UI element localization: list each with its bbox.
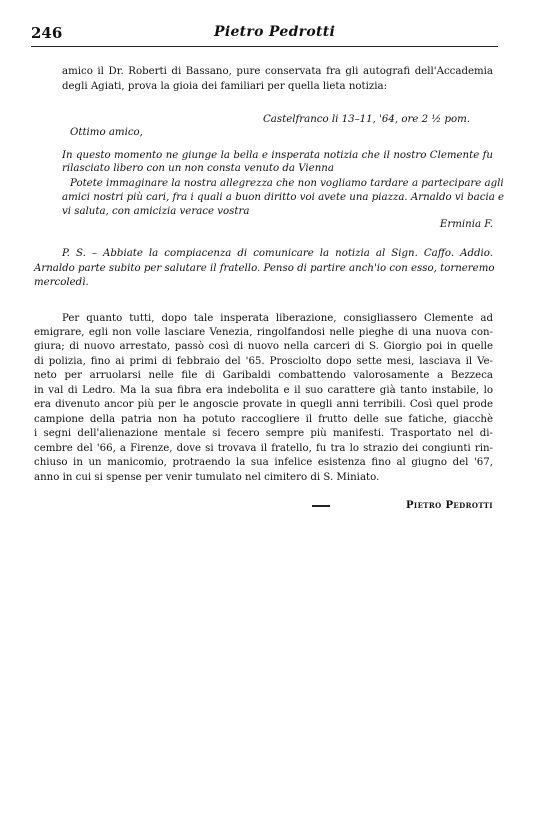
letter-body-line: vi saluta, con amicizia verace vostra (62, 206, 250, 217)
paragraph-line: era divenuto ancor più per le angoscie provate in quegli anni terribili. Così quel prode (34, 399, 493, 410)
paragraph-line: cembre del '66, a Firenze, dove si trovava il fratello, fu tra lo strazio dei congiunti rin- (34, 443, 493, 454)
letter-body-line: Potete immaginare la nostra allegrezza che non vogliamo tardare a partecipare agli (70, 178, 504, 189)
paragraph-line: chiuso in un manicomio, protraendo la sua infelice esistenza fino al giugno del '67, (34, 457, 493, 468)
page-number: 246 (31, 24, 63, 42)
paragraph-line: in val di Ledro. Ma la sua fibra era indebolita e il suo carattere già tanto instabile, lo (34, 385, 493, 396)
intro-line: amico il Dr. Roberti di Bassano, pure conservata fra gli autografi dell'Accademia (62, 66, 493, 77)
paragraph-line: Per quanto tutti, dopo tale insperata liberazione, consigliassero Clemente ad (62, 313, 493, 324)
postscript-line: P. S. – Abbiate la compiacenza di comunicare la notizia al Sign. Caffo. Addio. (62, 248, 493, 259)
page-header (31, 24, 498, 47)
letter-salutation: Ottimo amico, (70, 127, 143, 138)
letter-signature: Erminia F. (439, 219, 493, 230)
paragraph-line: giura; di nuovo arrestato, passò così di nuovo nella carceri di S. Giorgio poi in quelle (34, 341, 493, 352)
letter-body-line: rilasciato libero con un non consta venuto da Vienna (62, 163, 334, 174)
paragraph-line: di polizia, fino ai primi di febbraio del '65. Prosciolto dopo sette mesi, lasciava il Ve- (34, 356, 493, 367)
running-title: Pietro Pedrotti (214, 24, 336, 40)
paragraph-line: emigrare, egli non volle lasciare Venezia, ringolfandosi nelle pieghe di una nuova con- (34, 327, 493, 338)
postscript-line: Arnaldo parte subito per salutare il fratello. Penso di partire anch'io con esso, torneremo (34, 263, 495, 274)
paragraph-line: campione della patria non ha potuto raccogliere il frutto delle sue fatiche, giacchè (34, 414, 493, 425)
letter-place-date: Castelfranco li 13–11, '64, ore 2 ½ pom. (263, 114, 470, 125)
intro-line: degli Agiati, prova la gioia dei familiari per quella lieta notizia: (62, 81, 388, 92)
paragraph-line: neto per arruolarsi nelle file di Garibaldi combattendo valorosamente a Bezzeca (34, 370, 493, 381)
letter-body-line: amici nostri più cari, fra i quali a buon diritto voi avete una piazza. Arnaldo vi bacia e (62, 192, 505, 203)
letter-body-line: In questo momento ne giunge la bella e insperata notizia che il nostro Clemente fu (62, 150, 493, 161)
paragraph-line: anno in cui si spense per venir tumulato nel cimitero di S. Miniato. (34, 472, 380, 483)
author-signature: Pietro Pedrotti (405, 500, 493, 511)
postscript-line: mercoledì. (34, 277, 89, 288)
paragraph-line: i segni dell'alienazione mentale si fecero sempre più manifesti. Trasportato nel di- (34, 428, 493, 439)
